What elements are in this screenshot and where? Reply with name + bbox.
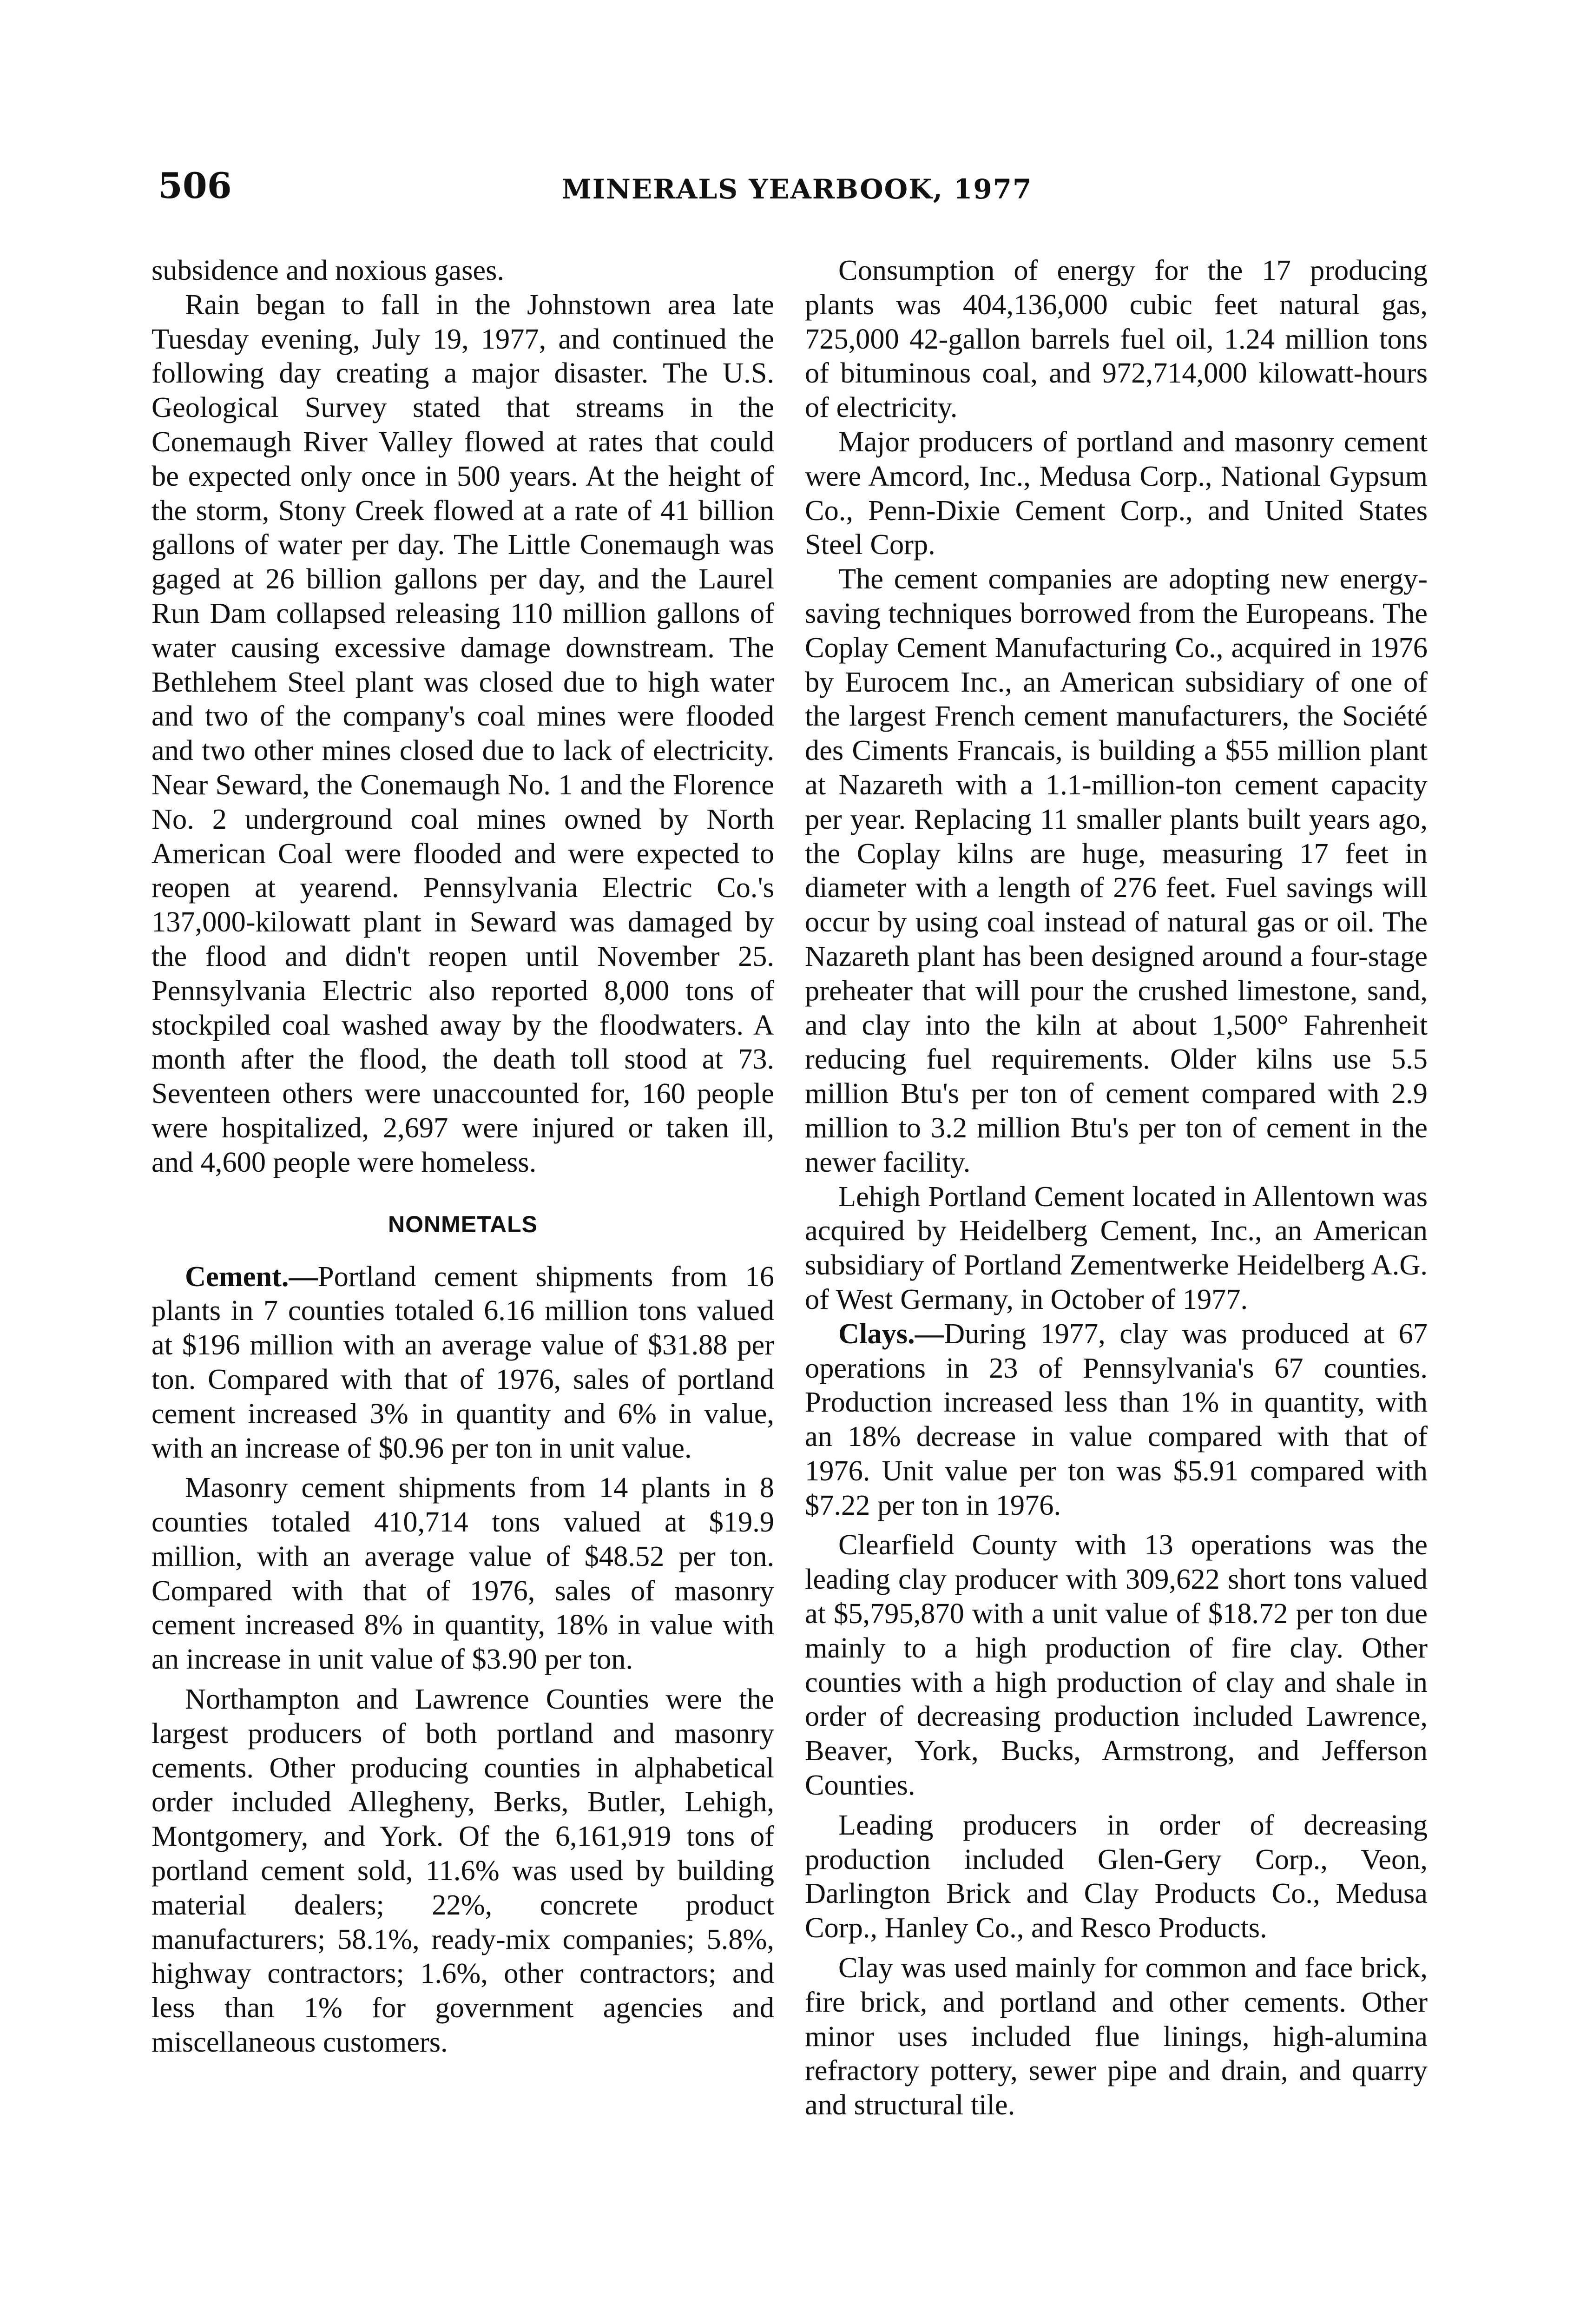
page-number: 506 (158, 165, 232, 206)
paragraph: Major producers of portland and masonry cement were Amcord, Inc., Medusa Corp., National Gypsum Co., Penn-Dixie Cement Corp., and United States Steel Corp. (805, 425, 1428, 561)
paragraph: Rain began to fall in the Johnstown area late Tuesday evening, July 19, 1977, and continued the following day creating a major disaster. The U.S. Geological Survey stated that streams in the Conemaugh River Valley flowed at rates that could be expected only once in 500 years. At the height of the storm, Stony Creek flowed at a rate of 41 billion gallons of water per day. The Little Conemaugh was gaged at 26 billion gallons per day, and the Laurel Run Dam collapsed releasing 110 million gallons of water causing excessive damage downstream. The Bethlehem Steel plant was closed due to high water and two of the company's coal mines were flooded and two other mines closed due to lack of electricity. Near Seward, the Conemaugh No. 1 and the Florence No. 2 underground coal mines owned by North American Coal were flooded and were expected to reopen at yearend. Pennsylvania Electric Co.'s 137,000-kilowatt plant in Seward was damaged by the flood and didn't reopen until November 25. Pennsylvania Electric also reported 8,000 tons of stockpiled coal washed away by the floodwaters. A month after the flood, the death toll stood at 73. Seventeen others were unaccounted for, 160 people were hospitalized, 2,697 were injured or taken ill, and 4,600 people were homeless. (151, 288, 774, 1178)
paragraph: Consumption of energy for the 17 producing plants was 404,136,000 cubic feet natural gas, 725,000 42-gallon barrels fuel oil, 1.24 million tons of bituminous coal, and 972,714,000 kilowatt-hours of electricity. (805, 254, 1428, 424)
paragraph: Leading producers in order of decreasing production included Glen-Gery Corp., Veon, Darlington Brick and Clay Products Co., Medusa Corp., Hanley Co., and Resco Products. (805, 1809, 1428, 1944)
paragraph (151, 1260, 774, 1466)
paragraph: Northampton and Lawrence Counties were the largest producers of both portland and masonry cements. Other producing counties in alphabetical order included Allegheny, Berks, Butler, Lehigh, Montgomery, and York. Of the 6,161,919 tons of portland cement sold, 11.6% was used by building material dealers; 22%, concrete product manufacturers; 58.1%, ready-mix companies; 5.8%, highway contractors; 1.6%, other contractors; and less than 1% for government agencies and miscellaneous customers. (151, 1683, 774, 2059)
paragraph: Lehigh Portland Cement located in Allentown was acquired by Heidelberg Cement, Inc., an American subsidiary of Portland Zementwerke Heidelberg A.G. of West Germany, in October of 1977. (805, 1180, 1428, 1315)
left-column (151, 253, 774, 2060)
run-in-heading: Cement.— (185, 1260, 318, 1293)
paragraph: Clay was used mainly for common and face brick, fire brick, and portland and other cements. Other minor uses included flue linings, high-alumina refractory pottery, sewer pipe and drain, and quarry and structural tile. (805, 1952, 1428, 2121)
paragraph: Clearfield County with 13 operations was the leading clay producer with 309,622 short tons valued at $5,795,870 with a unit value of $18.72 per ton due mainly to a high production of fire clay. Other counties with a high production of clay and shale in order of decreasing production included Lawrence, Beaver, York, Bucks, Armstrong, and Jefferson Counties. (805, 1529, 1428, 1802)
run-in-heading: Clays.— (838, 1317, 944, 1350)
paragraph: subsidence and noxious gases. (151, 254, 504, 286)
paragraph-text: Portland cement shipments from 16 plants in 7 counties totaled 6.16 million tons valued at $196 million with an average value of $31.88 per ton. Compared with that of 1976, sales of portland cement increased 3% in quantity and 6% in value, with an increase of $0.96 per ton in unit value. (151, 1260, 774, 1464)
page-header (158, 163, 1436, 214)
right-column (805, 253, 1428, 2122)
section-heading: NONMETALS (388, 1211, 538, 1237)
paragraph (805, 1317, 1428, 1523)
paragraph-text: During 1977, clay was produced at 67 operations in 23 of Pennsylvania's 67 counties. Production increased less than 1% in quantity, with an 18% decrease in value compared with that of 1976. Unit value per ton was $5.91 compared with $7.22 per ton in 1976. (805, 1317, 1428, 1521)
running-head: MINERALS YEARBOOK, 1977 (561, 173, 1033, 205)
paragraph: The cement companies are adopting new energy-saving techniques borrowed from the Europeans. The Coplay Cement Manufacturing Co., acquired in 1976 by Eurocem Inc., an American subsidiary of one of the largest French cement manufacturers, the Société des Ciments Francais, is building a $55 million plant at Nazareth with a 1.1-million-ton cement capacity per year. Replacing 11 smaller plants built years ago, the Coplay kilns are huge, measuring 17 feet in diameter with a length of 276 feet. Fuel savings will occur by using coal instead of natural gas or oil. The Nazareth plant has been designed around a four-stage preheater that will pour the crushed limestone, sand, and clay into the kiln at about 1,500° Fahrenheit reducing fuel requirements. Older kilns use 5.5 million Btu's per ton of cement compared with 2.9 million to 3.2 million Btu's per ton of cement in the newer facility. (805, 563, 1428, 1178)
paragraph: Masonry cement shipments from 14 plants in 8 counties totaled 410,714 tons valued at $19.9 million, with an average value of $48.52 per ton. Compared with that of 1976, sales of masonry cement increased 8% in quantity, 18% in value with an increase in unit value of $3.90 per ton. (151, 1472, 774, 1676)
